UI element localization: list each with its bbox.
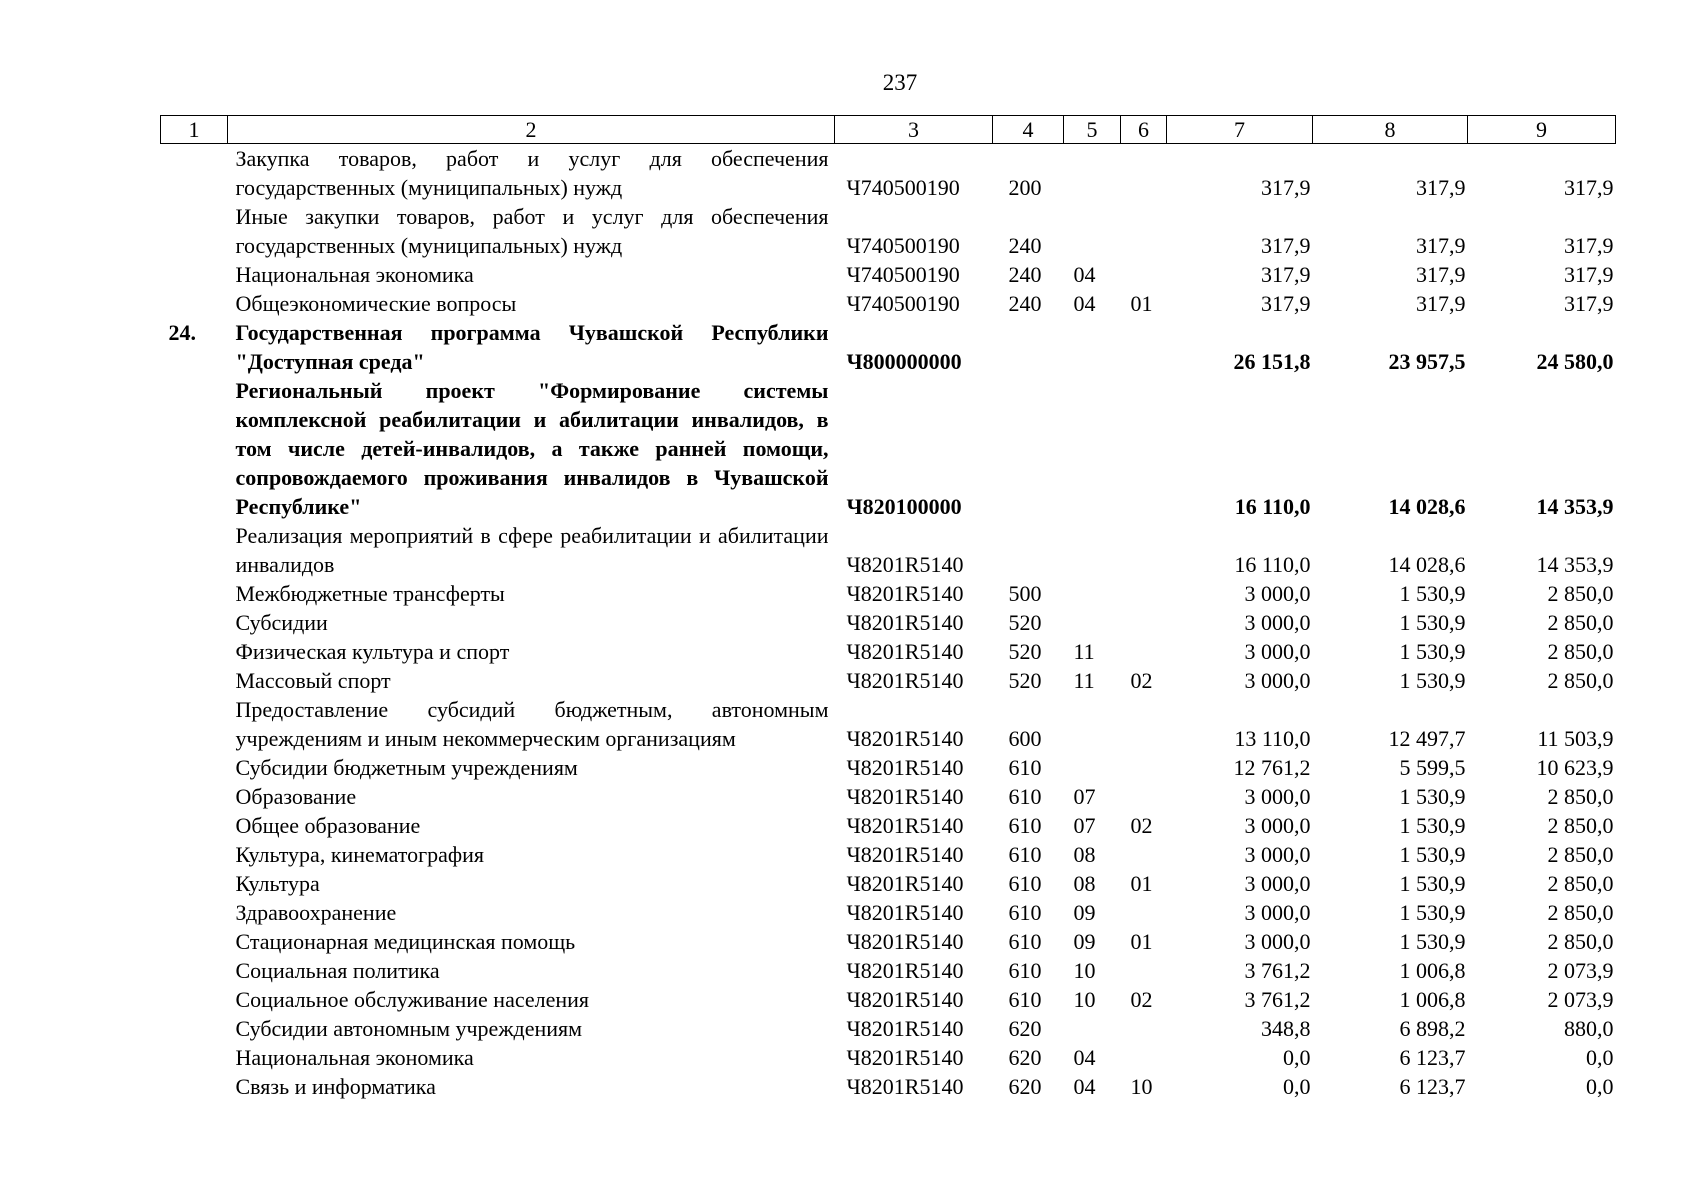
row-number	[161, 985, 228, 1014]
row-number	[161, 927, 228, 956]
amount-column-7: 3 000,0	[1244, 871, 1311, 896]
section-code: 07	[1073, 784, 1096, 809]
subsection-code	[1121, 376, 1167, 521]
table-row	[161, 637, 1616, 666]
row-number	[161, 1043, 228, 1072]
expense-type-code: 610	[1008, 784, 1042, 809]
subsection-code	[1121, 318, 1167, 376]
row-number	[161, 869, 228, 898]
section-code: 11	[1073, 668, 1095, 693]
target-article-code: Ч740500190	[846, 262, 960, 287]
table-row	[161, 318, 1616, 376]
target-article-code: Ч8201R5140	[846, 929, 964, 954]
table-row	[161, 1014, 1616, 1043]
amount-column-7: 3 000,0	[1244, 813, 1311, 838]
row-number	[161, 260, 228, 289]
subsection-code	[1121, 840, 1167, 869]
row-number	[161, 608, 228, 637]
amount-column-7: 0,0	[1283, 1074, 1311, 1099]
subsection-code: 02	[1130, 813, 1153, 838]
table-row	[161, 376, 1616, 521]
amount-column-8: 6 123,7	[1399, 1074, 1466, 1099]
page-number: 237	[882, 70, 918, 95]
target-article-code: Ч8201R5140	[846, 871, 964, 896]
section-code	[1064, 376, 1121, 521]
table-row	[161, 202, 1616, 260]
section-code: 07	[1073, 813, 1096, 838]
row-name: Образование	[235, 784, 357, 809]
amount-column-9: 2 850,0	[1547, 581, 1614, 606]
amount-column-7: 3 000,0	[1244, 900, 1311, 925]
subsection-code	[1121, 579, 1167, 608]
target-article-code: Ч8201R5140	[846, 1016, 964, 1041]
section-code: 10	[1073, 987, 1096, 1012]
row-number	[161, 637, 228, 666]
amount-column-9: 2 850,0	[1547, 842, 1614, 867]
section-code: 04	[1073, 262, 1096, 287]
table-row	[161, 260, 1616, 289]
row-name: Культура, кинематография	[235, 842, 485, 867]
row-name: Субсидии бюджетным учреждениям	[235, 755, 578, 780]
target-article-code: Ч8201R5140	[846, 552, 964, 577]
header-cell: 8	[1313, 116, 1468, 144]
table-row	[161, 985, 1616, 1014]
amount-column-7: 317,9	[1261, 262, 1311, 287]
amount-column-8: 1 530,9	[1399, 900, 1466, 925]
amount-column-8: 1 530,9	[1399, 842, 1466, 867]
table-row	[161, 608, 1616, 637]
target-article-code: Ч800000000	[846, 349, 962, 374]
amount-column-7: 3 000,0	[1244, 668, 1311, 693]
section-code: 04	[1073, 1045, 1096, 1070]
section-code	[1064, 521, 1121, 579]
amount-column-8: 1 006,8	[1399, 958, 1466, 983]
subsection-code	[1121, 202, 1167, 260]
amount-column-9: 2 850,0	[1547, 668, 1614, 693]
target-article-code: Ч740500190	[846, 291, 960, 316]
row-name: Связь и информатика	[235, 1074, 436, 1099]
amount-column-8: 23 957,5	[1388, 349, 1466, 374]
amount-column-9: 2 850,0	[1547, 813, 1614, 838]
row-number	[161, 753, 228, 782]
amount-column-7: 317,9	[1261, 291, 1311, 316]
section-code: 10	[1073, 958, 1096, 983]
row-name: Национальная экономика	[235, 262, 474, 287]
table-row	[161, 927, 1616, 956]
expense-type-code: 520	[1008, 639, 1042, 664]
target-article-code: Ч8201R5140	[846, 813, 964, 838]
row-name: Реализация мероприятий в сфере реабилитации и абилитации инвалидов	[235, 523, 829, 577]
section-code	[1064, 202, 1121, 260]
section-code	[1064, 608, 1121, 637]
subsection-code: 02	[1130, 987, 1153, 1012]
expense-type-code: 620	[1008, 1045, 1042, 1070]
table-row	[161, 956, 1616, 985]
target-article-code: Ч8201R5140	[846, 784, 964, 809]
amount-column-7: 3 761,2	[1244, 987, 1311, 1012]
amount-column-9: 317,9	[1564, 291, 1614, 316]
amount-column-7: 3 000,0	[1244, 842, 1311, 867]
expense-type-code: 610	[1008, 842, 1042, 867]
subsection-code: 01	[1130, 871, 1153, 896]
amount-column-7: 3 000,0	[1244, 610, 1311, 635]
amount-column-9: 0,0	[1586, 1074, 1614, 1099]
section-code	[1064, 318, 1121, 376]
row-number	[161, 521, 228, 579]
expense-type-code: 240	[1008, 233, 1042, 258]
target-article-code: Ч820100000	[846, 494, 962, 519]
amount-column-9: 24 580,0	[1536, 349, 1614, 374]
target-article-code: Ч8201R5140	[846, 900, 964, 925]
amount-column-8: 317,9	[1416, 233, 1466, 258]
row-name: Социальная политика	[235, 958, 440, 983]
table-row	[161, 811, 1616, 840]
amount-column-8: 5 599,5	[1399, 755, 1466, 780]
amount-column-8: 1 006,8	[1399, 987, 1466, 1012]
row-number	[161, 1072, 228, 1101]
amount-column-9: 317,9	[1564, 175, 1614, 200]
amount-column-8: 1 530,9	[1399, 813, 1466, 838]
row-number	[161, 202, 228, 260]
table-row	[161, 695, 1616, 753]
section-code	[1064, 144, 1121, 203]
expense-type-code	[993, 376, 1064, 521]
amount-column-9: 880,0	[1564, 1016, 1614, 1041]
amount-column-8: 1 530,9	[1399, 668, 1466, 693]
subsection-code	[1121, 1043, 1167, 1072]
table-row	[161, 579, 1616, 608]
subsection-code	[1121, 1014, 1167, 1043]
amount-column-9: 2 073,9	[1547, 958, 1614, 983]
amount-column-9: 14 353,9	[1536, 552, 1614, 577]
row-name: Здравоохранение	[235, 900, 397, 925]
subsection-code: 01	[1130, 929, 1153, 954]
amount-column-7: 0,0	[1283, 1045, 1311, 1070]
amount-column-8: 1 530,9	[1399, 871, 1466, 896]
table-body	[161, 144, 1616, 1102]
amount-column-9: 2 850,0	[1547, 610, 1614, 635]
amount-column-7: 3 761,2	[1244, 958, 1311, 983]
header-cell: 2	[228, 116, 835, 144]
row-number	[161, 376, 228, 521]
amount-column-7: 317,9	[1261, 175, 1311, 200]
subsection-code	[1121, 608, 1167, 637]
amount-column-9: 2 850,0	[1547, 900, 1614, 925]
amount-column-8: 6 898,2	[1399, 1016, 1466, 1041]
table-row	[161, 782, 1616, 811]
row-name: Национальная экономика	[235, 1045, 474, 1070]
expense-type-code: 610	[1008, 900, 1042, 925]
table-row	[161, 753, 1616, 782]
expense-type-code: 610	[1008, 755, 1042, 780]
amount-column-7: 3 000,0	[1244, 639, 1311, 664]
amount-column-8: 1 530,9	[1399, 581, 1466, 606]
table-row	[161, 289, 1616, 318]
row-number	[161, 840, 228, 869]
expense-type-code: 610	[1008, 958, 1042, 983]
target-article-code: Ч8201R5140	[846, 755, 964, 780]
section-code: 08	[1073, 871, 1096, 896]
subsection-code: 02	[1130, 668, 1153, 693]
target-article-code: Ч8201R5140	[846, 958, 964, 983]
subsection-code	[1121, 637, 1167, 666]
row-number	[161, 666, 228, 695]
target-article-code: Ч8201R5140	[846, 581, 964, 606]
row-number	[161, 1014, 228, 1043]
section-code: 08	[1073, 842, 1096, 867]
section-code: 04	[1073, 1074, 1096, 1099]
table-row	[161, 898, 1616, 927]
subsection-code	[1121, 753, 1167, 782]
row-name: Стационарная медицинская помощь	[235, 929, 576, 954]
row-number	[161, 898, 228, 927]
section-code: 09	[1073, 900, 1096, 925]
section-code	[1064, 753, 1121, 782]
header-cell: 6	[1121, 116, 1167, 144]
section-code: 09	[1073, 929, 1096, 954]
expense-type-code: 520	[1008, 610, 1042, 635]
amount-column-8: 12 497,7	[1388, 726, 1466, 751]
target-article-code: Ч8201R5140	[846, 987, 964, 1012]
row-name: Межбюджетные трансферты	[235, 581, 505, 606]
amount-column-8: 14 028,6	[1388, 494, 1466, 519]
amount-column-9: 10 623,9	[1536, 755, 1614, 780]
row-number	[161, 695, 228, 753]
amount-column-7: 12 761,2	[1233, 755, 1311, 780]
table-row	[161, 840, 1616, 869]
amount-column-8: 1 530,9	[1399, 929, 1466, 954]
header-cell: 9	[1468, 116, 1616, 144]
row-name: Закупка товаров, работ и услуг для обеспечения государственных (муниципальных) нужд	[235, 146, 829, 200]
section-code: 04	[1073, 291, 1096, 316]
amount-column-7: 16 110,0	[1234, 552, 1311, 577]
expense-type-code: 500	[1008, 581, 1042, 606]
subsection-code: 01	[1130, 291, 1153, 316]
section-code	[1064, 579, 1121, 608]
row-name: Массовый спорт	[235, 668, 391, 693]
table-row	[161, 1043, 1616, 1072]
subsection-code	[1121, 260, 1167, 289]
amount-column-8: 1 530,9	[1399, 639, 1466, 664]
amount-column-9: 317,9	[1564, 262, 1614, 287]
row-name: Региональный проект "Формирование системы комплексной реабилитации и абилитации инвалидов, в том числе детей-инвалидов, а также ранней помощи, сопровождаемого проживания инвалидов в Чувашской Республике"	[235, 378, 829, 519]
amount-column-9: 317,9	[1564, 233, 1614, 258]
subsection-code	[1121, 956, 1167, 985]
header-cell: 4	[993, 116, 1064, 144]
expense-type-code: 610	[1008, 929, 1042, 954]
amount-column-9: 2 850,0	[1547, 784, 1614, 809]
table-row	[161, 666, 1616, 695]
row-number	[161, 289, 228, 318]
target-article-code: Ч8201R5140	[846, 668, 964, 693]
section-code	[1064, 1014, 1121, 1043]
table-row	[161, 869, 1616, 898]
target-article-code: Ч8201R5140	[846, 610, 964, 635]
expense-type-code: 520	[1008, 668, 1042, 693]
target-article-code: Ч740500190	[846, 175, 960, 200]
amount-column-8: 1 530,9	[1399, 610, 1466, 635]
subsection-code	[1121, 144, 1167, 203]
expense-type-code: 620	[1008, 1074, 1042, 1099]
amount-column-9: 2 850,0	[1547, 639, 1614, 664]
target-article-code: Ч740500190	[846, 233, 960, 258]
target-article-code: Ч8201R5140	[846, 1045, 964, 1070]
target-article-code: Ч8201R5140	[846, 842, 964, 867]
amount-column-9: 14 353,9	[1536, 494, 1614, 519]
target-article-code: Ч8201R5140	[846, 726, 964, 751]
amount-column-9: 2 073,9	[1547, 987, 1614, 1012]
row-name: Субсидии автономным учреждениям	[235, 1016, 583, 1041]
amount-column-7: 13 110,0	[1234, 726, 1311, 751]
row-name: Общее образование	[235, 813, 421, 838]
row-number	[161, 782, 228, 811]
row-number	[161, 956, 228, 985]
row-number	[161, 579, 228, 608]
row-name: Иные закупки товаров, работ и услуг для обеспечения государственных (муниципальных) нужд	[235, 204, 829, 258]
header-cell: 1	[161, 116, 228, 144]
target-article-code: Ч8201R5140	[846, 1074, 964, 1099]
row-name: Предоставление субсидий бюджетным, автономным учреждениям и иным некоммерческим организациям	[235, 697, 829, 751]
table-row	[161, 144, 1616, 203]
row-name: Культура	[235, 871, 320, 896]
header-cell: 5	[1064, 116, 1121, 144]
amount-column-7: 16 110,0	[1234, 494, 1311, 519]
amount-column-7: 317,9	[1261, 233, 1311, 258]
amount-column-7: 348,8	[1261, 1016, 1311, 1041]
target-article-code: Ч8201R5140	[846, 639, 964, 664]
amount-column-7: 3 000,0	[1244, 581, 1311, 606]
subsection-code	[1121, 695, 1167, 753]
expense-type-code: 610	[1008, 987, 1042, 1012]
amount-column-7: 26 151,8	[1233, 349, 1311, 374]
amount-column-9: 0,0	[1586, 1045, 1614, 1070]
expense-type-code: 200	[1008, 175, 1042, 200]
amount-column-7: 3 000,0	[1244, 784, 1311, 809]
amount-column-8: 6 123,7	[1399, 1045, 1466, 1070]
row-name: Социальное обслуживание населения	[235, 987, 590, 1012]
row-number	[161, 144, 228, 203]
amount-column-9: 2 850,0	[1547, 929, 1614, 954]
subsection-code	[1121, 898, 1167, 927]
expense-type-code: 620	[1008, 1016, 1042, 1041]
expense-type-code: 610	[1008, 871, 1042, 896]
expense-type-code: 240	[1008, 291, 1042, 316]
subsection-code: 10	[1130, 1074, 1153, 1099]
amount-column-7: 3 000,0	[1244, 929, 1311, 954]
expense-type-code	[993, 521, 1064, 579]
section-code	[1064, 695, 1121, 753]
row-number	[161, 811, 228, 840]
expense-type-code: 600	[1008, 726, 1042, 751]
amount-column-8: 317,9	[1416, 175, 1466, 200]
amount-column-8: 317,9	[1416, 262, 1466, 287]
row-number: 24.	[168, 320, 196, 345]
amount-column-8: 317,9	[1416, 291, 1466, 316]
amount-column-9: 11 503,9	[1537, 726, 1614, 751]
table-header-row	[161, 116, 1616, 144]
expense-type-code: 240	[1008, 262, 1042, 287]
section-code: 11	[1073, 639, 1095, 664]
budget-table	[160, 115, 1616, 1101]
expense-type-code: 610	[1008, 813, 1042, 838]
row-name: Государственная программа Чувашской Республики "Доступная среда"	[235, 320, 829, 374]
amount-column-9: 2 850,0	[1547, 871, 1614, 896]
row-name: Общеэкономические вопросы	[235, 291, 517, 316]
subsection-code	[1121, 782, 1167, 811]
expense-type-code	[993, 318, 1064, 376]
table-row	[161, 1072, 1616, 1101]
header-cell: 3	[835, 116, 993, 144]
amount-column-8: 14 028,6	[1388, 552, 1466, 577]
row-name: Физическая культура и спорт	[235, 639, 510, 664]
amount-column-8: 1 530,9	[1399, 784, 1466, 809]
subsection-code	[1121, 521, 1167, 579]
header-cell: 7	[1167, 116, 1313, 144]
table-row	[161, 521, 1616, 579]
row-name: Субсидии	[235, 610, 328, 635]
